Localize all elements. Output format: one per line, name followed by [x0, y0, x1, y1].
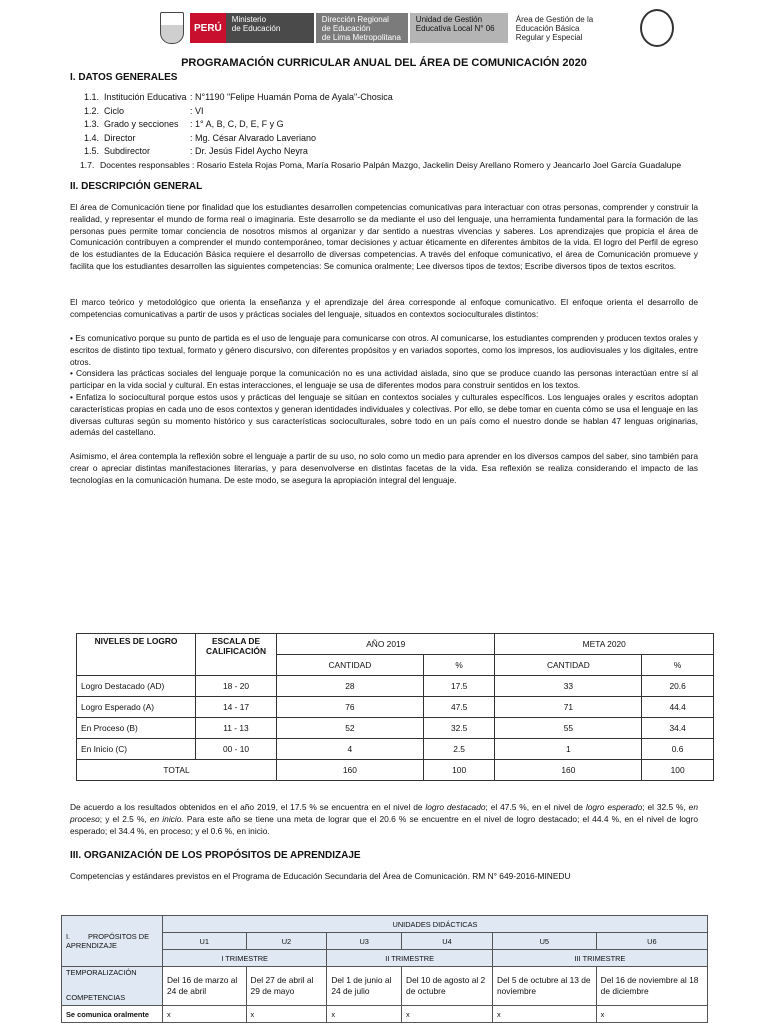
- header-logos: [160, 10, 674, 46]
- cell-cantidad-2019: 28: [277, 676, 424, 697]
- descripcion-bullet-3: • Enfatiza lo sociocultural porque estos usos y prácticas del lenguaje se sitúan en contextos sociales y culturales específicos. Los lenguajes orales y escritos adoptan características propias en cada uno de esos contextos y generan identidades individuales y colectivas. Por ello, se debe tomar en cuenta cómo se usa el lenguaje en las diversas culturas según su momento histórico y sus características socioculturales, sobre todo en un país como el nuestro donde se hablan 47 lenguas originarias, además del castellano.: [70, 392, 698, 438]
- unit-header: U6: [596, 933, 707, 950]
- descripcion-bullet-1: • Es comunicativo porque su punto de partida es el uso de lenguaje para comunicarse con otros. Al comunicarse, los estudiantes comprenden y producen textos orales y escritos de distinto tipo textual, formato y género discursivo, con diferentes propósitos y en variados soportes, como los impresos, los audiovisuales y los digitales, entre otros.: [70, 333, 698, 367]
- unidades-header: UNIDADES DIDÁCTICAS: [163, 916, 708, 933]
- unit-header: U2: [246, 933, 327, 950]
- resultados-paragraph: De acuerdo a los resultados obtenidos en el año 2019, el 17.5 % se encuentra en el nivel de logro destacado; el 47.5 %, en el nivel de logro esperado; el 32.5 %, en proceso; y el 2.5 %, en inicio. Para este año se tiene una meta de lograr que el 20.6 % se encuentre en el nivel de logro destacado; el 44.4 %, en el nivel de logro esperado; el 34.4 %, en proceso; y el 0.6 %, en inicio.: [70, 802, 698, 836]
- competencia-mark: x: [327, 1006, 402, 1023]
- unit-header: U5: [492, 933, 596, 950]
- competencia-mark: x: [163, 1006, 247, 1023]
- cell-escala: 11 - 13: [196, 718, 277, 739]
- datos-generales-list: [80, 92, 685, 174]
- peru-brand: PERÚ: [190, 13, 226, 43]
- table-row: [77, 760, 714, 781]
- datos-row: 1.4. Director : Mg. César Alvarado Laveriano: [84, 132, 317, 143]
- unit-dates: Del 27 de abril al 29 de mayo: [246, 967, 327, 1006]
- competencia-mark: x: [492, 1006, 596, 1023]
- cell-pct-2020: 34.4: [642, 718, 714, 739]
- cell-escala: 00 - 10: [196, 739, 277, 760]
- table-row: [77, 739, 714, 760]
- unit-header: U1: [163, 933, 247, 950]
- header-pct: %: [642, 655, 714, 676]
- unit-dates: Del 16 de noviembre al 18 de diciembre: [596, 967, 707, 1006]
- temporalizacion-competencias-cell: TEMPORALIZACIÓN COMPETENCIAS: [62, 967, 163, 1006]
- cell-pct-2020: 0.6: [642, 739, 714, 760]
- table-row: [77, 634, 714, 655]
- unit-dates: Del 1 de junio al 24 de julio: [327, 967, 402, 1006]
- trimestre-header: I TRIMESTRE: [163, 950, 327, 967]
- logro-table: [76, 633, 714, 781]
- dre-brand: Dirección Regional de Educación de Lima Metropolitana: [316, 13, 408, 43]
- cell-nivel: Logro Esperado (A): [77, 697, 196, 718]
- unit-header: U4: [402, 933, 493, 950]
- header-escala: ESCALA DE CALIFICACIÓN: [196, 634, 277, 676]
- header-niveles: NIVELES DE LOGRO: [77, 634, 196, 676]
- cell-pct-2019: 2.5: [423, 739, 495, 760]
- section-organizacion: III. ORGANIZACIÓN DE LOS PROPÓSITOS DE APRENDIZAJE: [70, 850, 361, 861]
- cell-total-pct-2020: 100: [642, 760, 714, 781]
- header-anio: AÑO 2019: [277, 634, 495, 655]
- competencia-label: Se comunica oralmente: [62, 1006, 163, 1023]
- cell-cantidad-2020: 55: [495, 718, 642, 739]
- cell-cantidad-2020: 1: [495, 739, 642, 760]
- cell-pct-2020: 20.6: [642, 676, 714, 697]
- table-row: [77, 718, 714, 739]
- table-row: [77, 676, 714, 697]
- trimestre-header: II TRIMESTRE: [327, 950, 493, 967]
- ministerio-brand: Ministerio de Educación: [226, 13, 314, 43]
- cell-cantidad-2019: 4: [277, 739, 424, 760]
- cell-nivel: En Inicio (C): [77, 739, 196, 760]
- table-row: [62, 916, 708, 933]
- area-brand: Área de Gestión de la Educación Básica Regular y Especial: [515, 14, 594, 42]
- ugel-brand: Unidad de Gestión Educativa Local N° 06: [410, 13, 508, 43]
- cell-nivel: En Proceso (B): [77, 718, 196, 739]
- datos-row: 1.1. Institución Educativa : N°1190 "Felipe Huamán Poma de Ayala"-Chosica: [84, 92, 393, 102]
- cell-pct-2020: 44.4: [642, 697, 714, 718]
- header-cantidad: CANTIDAD: [277, 655, 424, 676]
- header-pct: %: [423, 655, 495, 676]
- descripcion-bullet-2: • Considera las prácticas sociales del lenguaje porque la comunicación no es una actividad aislada, sino que se produce cuando las personas interactúan entre sí al participar en la vida social y cultural. En estas interacciones, el lenguaje se usa de diferentes modos para construir sentidos en los textos.: [70, 368, 698, 390]
- cell-cantidad-2019: 76: [277, 697, 424, 718]
- school-logo-icon: [640, 9, 674, 47]
- propositos-header: I. PROPÓSITOS DE APRENDIZAJE: [62, 916, 163, 967]
- unit-dates: Del 16 de marzo al 24 de abril: [163, 967, 247, 1006]
- datos-row: 1.5. Subdirector : Dr. Jesús Fidel Aycho Neyra: [84, 146, 308, 157]
- unit-dates: Del 5 de octubre al 13 de noviembre: [492, 967, 596, 1006]
- cell-cantidad-2020: 33: [495, 676, 642, 697]
- descripcion-paragraph-2: El marco teórico y metodológico que orienta la enseñanza y el aprendizaje del área corresponde al enfoque comunicativo. El enfoque orienta el desarrollo de competencias comunicativas a partir de usos y prácticas sociales del lenguaje, situados en contextos socioculturales distintos:: [70, 297, 698, 319]
- descripcion-paragraph-3: Asimismo, el área contempla la reflexión sobre el lenguaje a partir de su uso, no solo como un medio para aprender en los diversos campos del saber, sino también para crear o apreciar distintas manifestaciones literarias, y para desenvolverse en distintas facetas de la vida. Esa reflexión se realiza considerando el impacto de las tecnologías en la comunicación humana. De este modo, se asegura la apropiación integral del lenguaje.: [70, 451, 698, 485]
- document-title: PROGRAMACIÓN CURRICULAR ANUAL DEL ÁREA DE COMUNICACIÓN 2020: [181, 57, 587, 69]
- cell-cantidad-2020: 71: [495, 697, 642, 718]
- cell-escala: 18 - 20: [196, 676, 277, 697]
- cell-cantidad-2019: 52: [277, 718, 424, 739]
- cell-pct-2019: 47.5: [423, 697, 495, 718]
- cell-escala: 14 - 17: [196, 697, 277, 718]
- cell-total-label: TOTAL: [77, 760, 277, 781]
- competencia-mark: x: [596, 1006, 707, 1023]
- cell-total-pct-2019: 100: [423, 760, 495, 781]
- cell-total-cantidad-2020: 160: [495, 760, 642, 781]
- competencia-mark: x: [246, 1006, 327, 1023]
- header-meta: META 2020: [495, 634, 714, 655]
- datos-row: 1.3. Grado y secciones : 1° A, B, C, D, E, F y G: [84, 119, 284, 130]
- organizacion-subtitle: Competencias y estándares previstos en el Programa de Educación Secundaria del Área de Comunicación. RM N° 649-2016-MINEDU: [70, 871, 571, 881]
- datos-row: 1.2. Ciclo : VI: [84, 105, 204, 116]
- unit-dates: Del 10 de agosto al 2 de octubre: [402, 967, 493, 1006]
- cell-total-cantidad-2019: 160: [277, 760, 424, 781]
- cell-nivel: Logro Destacado (AD): [77, 676, 196, 697]
- table-row: [62, 1006, 708, 1023]
- units-table: [61, 915, 708, 1023]
- descripcion-paragraph-1: El área de Comunicación tiene por finalidad que los estudiantes desarrollen competencias comunicativas para interactuar con otras personas, comprender y construir la realidad, y representar el mundo de forma real o imaginaria. Este desarrollo se da mediante el uso del lenguaje, una herramienta fundamental para la formación de las personas pues permite tomar conciencia de nosotros mismos al organizar y dar sentido a nuestras vivencias y saberes. Los aprendizajes que propicia el área de Comunicación contribuyen a comprender el mundo contemporáneo, tomar decisiones y actuar éticamente en diferentes ámbitos de la vida. El logro del Perfil de egreso de los estudiantes de la Educación Básica requiere el desarrollo de diversas competencias. A través del enfoque comunicativo, el área de Comunicación promueve y facilita que los estudiantes desarrollen las siguientes competencias: Se comunica oralmente; Lee diversos tipos de textos; Escribe diversos tipos de textos escritos.: [70, 202, 698, 271]
- table-row: [62, 967, 708, 1006]
- section-datos-generales: I. DATOS GENERALES: [70, 72, 178, 83]
- cell-pct-2019: 17.5: [423, 676, 495, 697]
- table-row: [77, 697, 714, 718]
- datos-row: 1.7. Docentes responsables : Rosario Estela Rojas Poma, María Rosario Palpán Mazgo, Jackelin Deisy Arellano Romero y Jeancarlo Joel García Guadalupe: [80, 159, 682, 170]
- section-descripcion-general: II. DESCRIPCIÓN GENERAL: [70, 181, 203, 192]
- trimestre-header: III TRIMESTRE: [492, 950, 707, 967]
- unit-header: U3: [327, 933, 402, 950]
- competencia-mark: x: [402, 1006, 493, 1023]
- header-cantidad: CANTIDAD: [495, 655, 642, 676]
- coat-of-arms-icon: [160, 12, 184, 44]
- cell-pct-2019: 32.5: [423, 718, 495, 739]
